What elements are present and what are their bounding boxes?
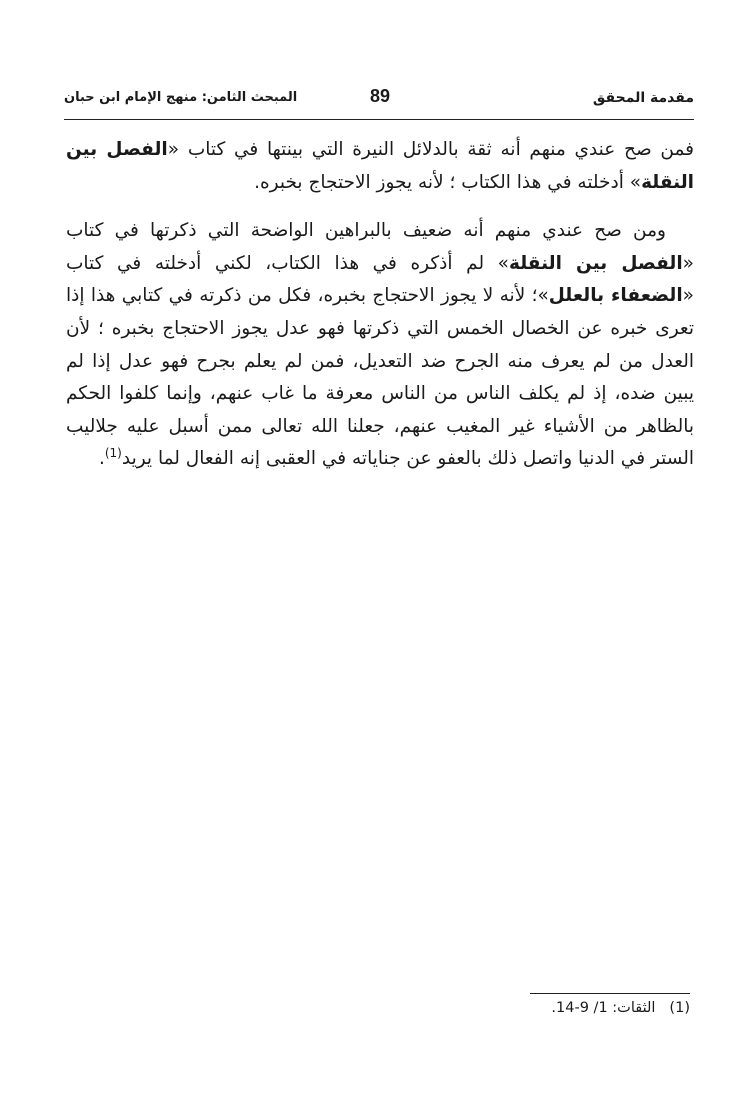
book-title-fasl-2: الفصل بين النقلة xyxy=(508,252,683,274)
footnote-reference[interactable]: (1) xyxy=(104,446,122,461)
running-head-left: المبحث الثامن: منهج الإمام ابن حبان xyxy=(64,90,298,105)
paragraph-2-text-a: ومن صح عندي منهم أنه ضعيف بالبراهين الواضحة التي ذكرتها في كتاب « xyxy=(66,220,694,274)
footnote-text: الثقات: 1/ 9-14. xyxy=(551,1000,656,1016)
paragraph-2-text-c: »؛ لأنه لا يجوز الاحتجاج بخبره، فكل من ذكرته في كتابي هذا إذا تعرى خبره عن الخصال الخمس التي ذكرتها فهو عدل يجوز الاحتجاج بخبره ؛ لأن العدل من لم يعرف منه الجرح ضد التعديل، فمن لم يعلم بجرح فهو عدل إذا لم يبين ضده، إذ لم يكلف الناس من الناس معرفة ما غاب عنهم، وإنما كلفوا الحكم بالظاهر من الأشياء غير المغيب عنهم، جعلنا الله تعالى ممن أسبل عليه جلاليب الستر في الدنيا واتصل ذلك بالعفو عن جناياته في العقبى إنه الفعال لما يريد xyxy=(66,285,694,470)
paragraph-1-text-a: فمن صح عندي منهم أنه ثقة بالدلائل النيرة التي بينتها في كتاب « xyxy=(167,139,694,160)
book-title-duafa: الضعفاء بالعلل xyxy=(548,285,683,307)
paragraph-2 xyxy=(66,215,694,476)
paragraph-1-text-b: » أدخلته في هذا الكتاب ؛ لأنه يجوز الاحتجاج بخبره. xyxy=(254,171,642,193)
header-divider xyxy=(64,119,694,120)
paragraph-2-text-d: . xyxy=(98,448,105,470)
paragraph-2-text-b: » لم أذكره في هذا الكتاب، لكني أدخلته في كتاب « xyxy=(66,252,694,307)
paragraph-1 xyxy=(66,134,694,199)
page-header xyxy=(64,86,694,116)
footnote xyxy=(551,1000,690,1016)
book-title-fasl: الفصل بين النقلة xyxy=(66,139,694,193)
main-text xyxy=(66,134,694,476)
footnote-marker: (1) xyxy=(669,1000,690,1016)
page-number: 89 xyxy=(370,86,391,106)
running-head-right: مقدمة المحقق xyxy=(592,90,694,106)
footnote-divider xyxy=(530,993,690,994)
